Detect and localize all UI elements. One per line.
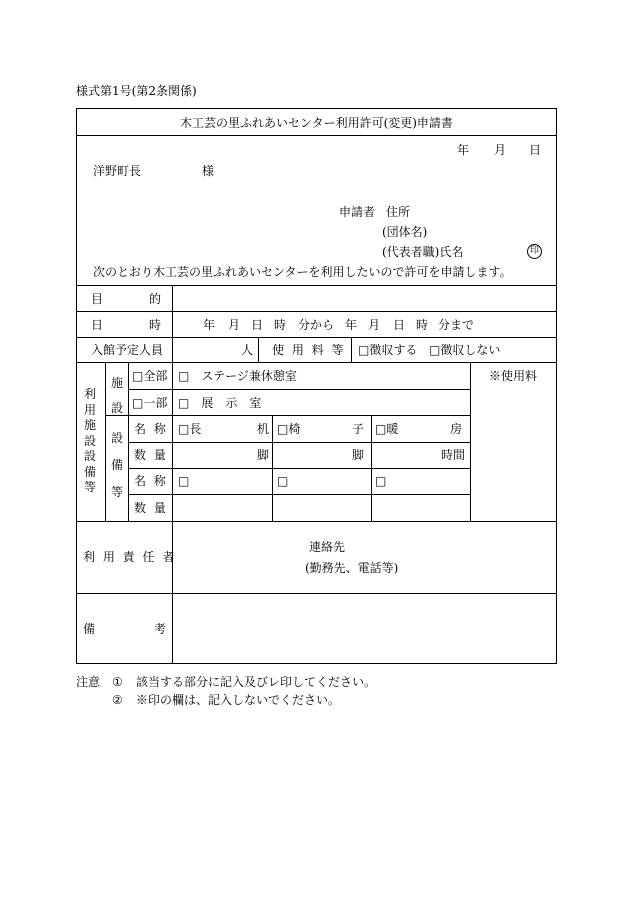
- from-day: 日: [251, 318, 264, 332]
- to-year: 年: [345, 318, 358, 332]
- equipment-name-label-1: 名 称: [134, 422, 168, 436]
- from-year: 年: [203, 318, 216, 332]
- equipment-heater-option[interactable]: □暖: [375, 422, 399, 436]
- equipment-qty-label-2: 数 量: [134, 501, 168, 515]
- facility-all-option[interactable]: □全部: [132, 369, 168, 383]
- notes-prefix: 注意: [76, 675, 101, 689]
- fee-label-divider: [351, 337, 352, 362]
- equipment-row2-divider: [128, 468, 470, 469]
- seal-mark: 印: [527, 244, 542, 259]
- contact-label: 連絡先: [309, 540, 346, 554]
- contact-note: (勤務先、電話等): [305, 561, 399, 575]
- attendance-label: 入館予定人員: [91, 343, 164, 357]
- form-number: 様式第1号(第2条関係): [76, 84, 197, 98]
- purpose-divider: [77, 311, 556, 312]
- application-statement: 次のとおり木工芸の里ふれあいセンターを利用したいので許可を申請します。: [93, 265, 512, 279]
- label-column-divider: [172, 285, 173, 663]
- facility-bottom-divider: [77, 521, 556, 522]
- to-minute: 分まで: [438, 318, 475, 332]
- fee-collect-option[interactable]: □徴収する: [358, 343, 418, 357]
- equipment-col-divider-2: [371, 415, 372, 521]
- room-exhibition-option[interactable]: □ 展 示 室: [178, 396, 262, 410]
- applicant-label: 申請者: [339, 205, 376, 219]
- from-hour: 時: [274, 318, 287, 332]
- to-month: 月: [368, 318, 381, 332]
- applicant-group: (団体名): [382, 225, 428, 239]
- remarks-label-1: 備: [83, 622, 96, 636]
- shisetsu-label: 施設: [110, 376, 123, 415]
- datetime-label-1: 日: [91, 318, 104, 332]
- to-hour: 時: [416, 318, 429, 332]
- responsible-label: 利 用 責 任 者: [83, 550, 177, 564]
- note-1-text: 該当する部分に記入及びレ印してください。: [136, 675, 377, 689]
- desk-qty-unit: 脚: [257, 448, 270, 462]
- equipment-qty-label-1: 数 量: [134, 448, 168, 462]
- attendance-unit: 人: [241, 343, 254, 357]
- fee-no-collect-option[interactable]: □徴収しない: [429, 343, 501, 357]
- datetime-label-2: 時: [149, 318, 162, 332]
- note-2-text: ※印の欄は、記入しないでください。: [136, 693, 341, 707]
- chair-qty-unit: 脚: [352, 448, 365, 462]
- datetime-divider: [77, 337, 556, 338]
- responsible-divider: [77, 593, 556, 594]
- date-year: 年: [457, 143, 470, 157]
- facility-outer-label: 利用施設設備等: [83, 387, 96, 494]
- outer-label-divider: [105, 362, 106, 521]
- equipment-blank-option-1[interactable]: □: [178, 474, 190, 488]
- to-day: 日: [393, 318, 406, 332]
- fee-column-divider-2: [470, 415, 471, 521]
- purpose-label-2: 的: [149, 292, 162, 306]
- facility-part-option[interactable]: □一部: [132, 396, 168, 410]
- facility-row2-divider: [105, 415, 470, 416]
- equipment-heater-suffix: 房: [450, 422, 463, 436]
- application-form: [76, 108, 557, 664]
- equipment-desk-option[interactable]: □長: [178, 422, 202, 436]
- date-day: 日: [529, 143, 542, 157]
- equipment-chair-option[interactable]: □椅: [277, 422, 301, 436]
- remarks-label-2: 考: [154, 622, 167, 636]
- equipment-blank-option-3[interactable]: □: [375, 474, 387, 488]
- purpose-label-1: 目: [91, 292, 104, 306]
- equipment-chair-suffix: 子: [352, 422, 365, 436]
- heater-qty-unit: 時間: [441, 448, 466, 462]
- equipment-row3-divider: [128, 494, 470, 495]
- setsubi-label: 設備等: [110, 431, 123, 499]
- attendance-divider: [77, 362, 556, 363]
- fee-note: ※使用料: [489, 369, 538, 383]
- equipment-desk-suffix: 机: [257, 422, 270, 436]
- applicant-address: 住所: [386, 205, 411, 219]
- equipment-name-label-2: 名 称: [134, 474, 168, 488]
- note-2-mark: ②: [112, 693, 123, 707]
- equipment-row1-divider: [128, 442, 470, 443]
- equipment-blank-option-2[interactable]: □: [277, 474, 289, 488]
- fee-column-divider: [470, 362, 471, 415]
- header-divider: [77, 285, 556, 286]
- sub-label-divider: [128, 362, 129, 521]
- note-1-mark: ①: [112, 675, 123, 689]
- addressee-name: 洋野町長: [93, 164, 142, 178]
- facility-row1-divider: [128, 389, 470, 390]
- equipment-col-divider-1: [272, 415, 273, 521]
- title-divider: [77, 135, 556, 136]
- date-month: 月: [494, 143, 507, 157]
- fee-label: 使 用 料 等: [272, 343, 346, 357]
- unit-divider: [258, 337, 259, 362]
- addressee-honorific: 様: [202, 164, 215, 178]
- room-stage-option[interactable]: □ ステージ兼休憩室: [178, 369, 297, 383]
- from-minute: 分から: [298, 318, 335, 332]
- from-month: 月: [228, 318, 241, 332]
- form-title: 木工芸の里ふれあいセンター利用許可(変更)申請書: [180, 116, 453, 130]
- applicant-representative: (代表者職)氏名: [382, 245, 464, 259]
